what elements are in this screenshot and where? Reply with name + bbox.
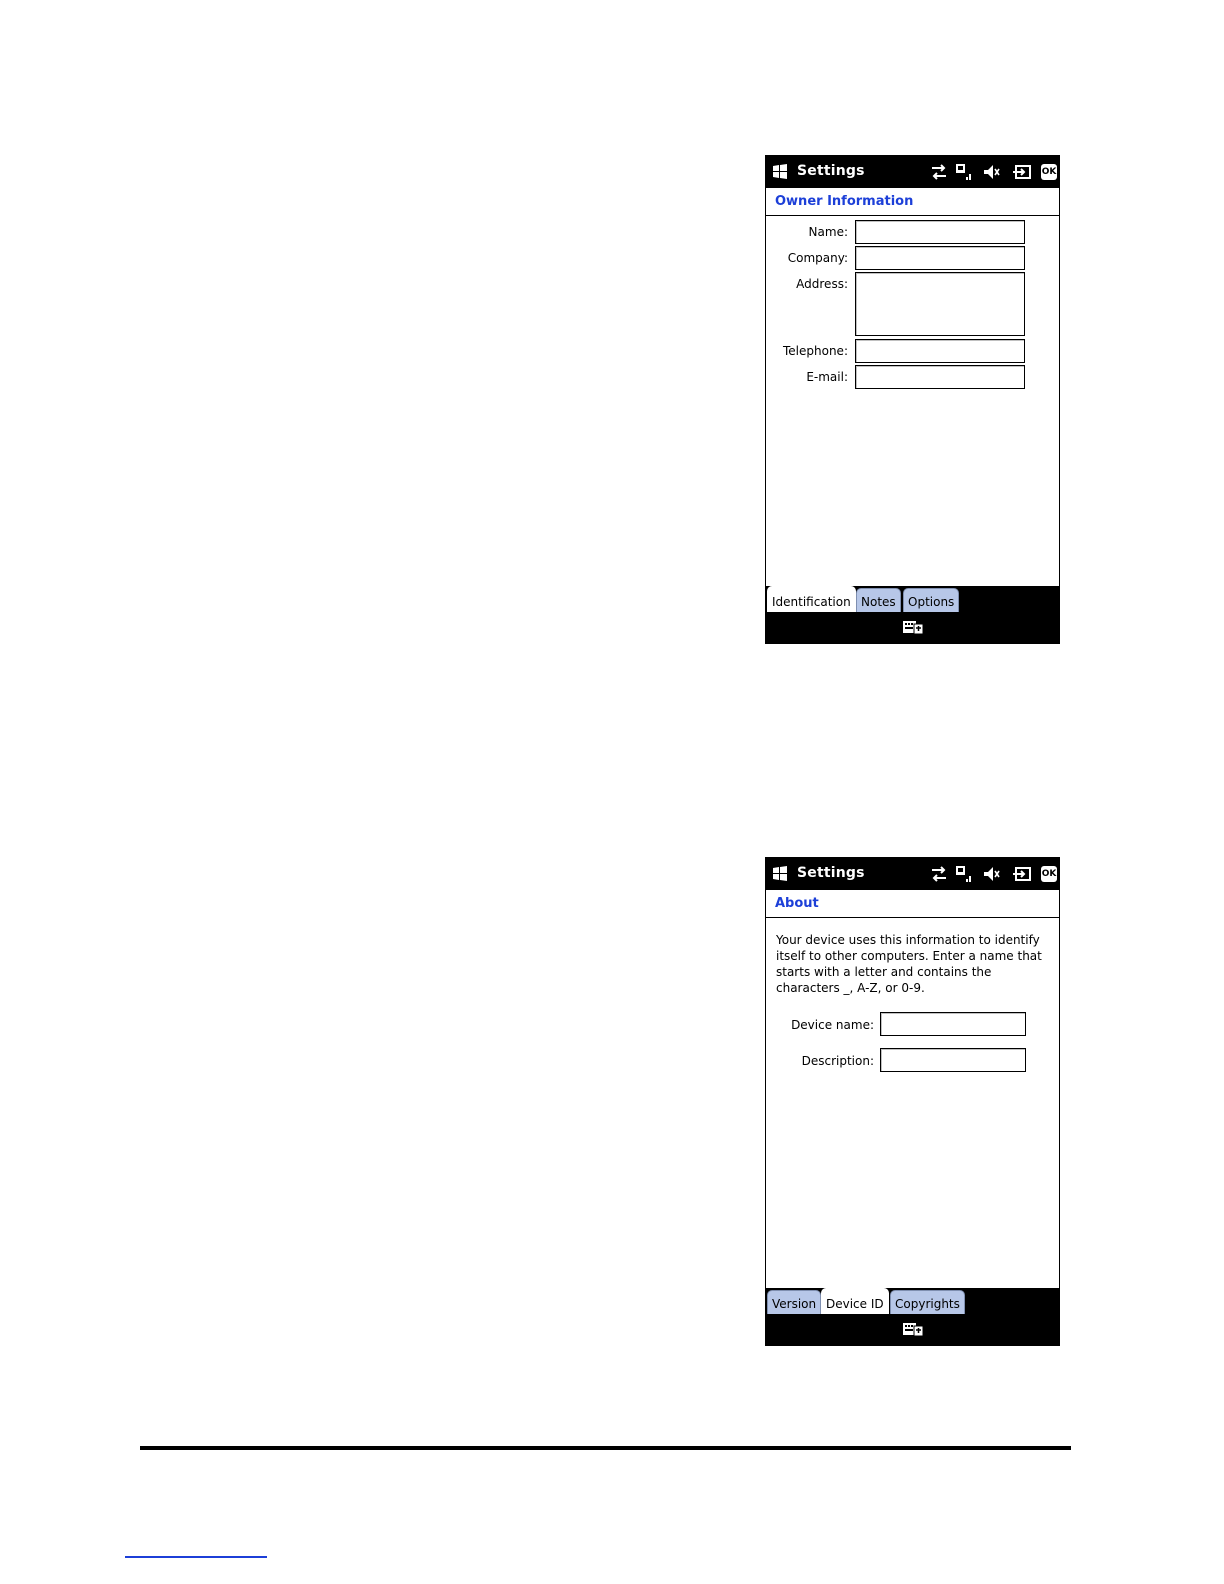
device-id-description: Your device uses this information to identify itself to other computers. Enter a name that starts with a letter and contains the characters _, A-Z, or 0-9. <box>776 933 1042 995</box>
tab-version[interactable]: Version <box>767 1290 821 1316</box>
keyboard-icon[interactable] <box>902 1320 924 1338</box>
tab-notes[interactable]: Notes <box>856 588 901 614</box>
tab-device-id[interactable]: Device ID <box>821 1288 889 1316</box>
name-label: Name: <box>808 225 848 239</box>
section-title: Owner Information <box>775 194 914 209</box>
speaker-muted-icon[interactable] <box>982 865 1000 883</box>
battery-icon[interactable] <box>1012 163 1032 181</box>
address-label: Address: <box>796 277 848 291</box>
signal-icon[interactable] <box>955 865 973 883</box>
section-title: About <box>775 896 819 911</box>
speaker-muted-icon[interactable] <box>982 163 1000 181</box>
description-field[interactable] <box>880 1048 1026 1072</box>
owner-information-screen <box>765 155 1060 644</box>
device-name-field[interactable] <box>880 1012 1026 1036</box>
section-header <box>766 890 1059 918</box>
windows-flag-icon[interactable] <box>771 865 789 883</box>
telephone-field[interactable] <box>855 339 1025 363</box>
menu-bar <box>766 1314 1059 1345</box>
keyboard-icon[interactable] <box>902 618 924 636</box>
email-field[interactable] <box>855 365 1025 389</box>
window-title: Settings <box>797 163 865 179</box>
sync-arrows-icon[interactable] <box>929 163 949 181</box>
ok-button[interactable]: OK <box>1041 866 1057 882</box>
device-name-label: Device name: <box>791 1018 874 1032</box>
battery-icon[interactable] <box>1012 865 1032 883</box>
description-label: Description: <box>801 1054 874 1068</box>
footer-link-underline[interactable] <box>125 1556 267 1558</box>
section-header <box>766 188 1059 216</box>
tab-identification[interactable]: Identification <box>767 586 856 614</box>
company-label: Company: <box>787 251 848 265</box>
tab-bar <box>766 586 1059 614</box>
tab-copyrights[interactable]: Copyrights <box>890 1290 965 1316</box>
ok-button[interactable]: OK <box>1041 164 1057 180</box>
address-field[interactable] <box>855 272 1025 336</box>
title-bar <box>766 858 1059 890</box>
name-field[interactable] <box>855 220 1025 244</box>
footer-rule <box>140 1446 1071 1450</box>
title-bar <box>766 156 1059 188</box>
tab-bar <box>766 1288 1059 1316</box>
email-label: E-mail: <box>806 370 848 384</box>
windows-flag-icon[interactable] <box>771 163 789 181</box>
telephone-label: Telephone: <box>783 344 848 358</box>
about-screen <box>765 857 1060 1346</box>
window-title: Settings <box>797 865 865 881</box>
company-field[interactable] <box>855 246 1025 270</box>
menu-bar <box>766 612 1059 643</box>
tab-options[interactable]: Options <box>903 588 959 614</box>
signal-icon[interactable] <box>955 163 973 181</box>
sync-arrows-icon[interactable] <box>929 865 949 883</box>
